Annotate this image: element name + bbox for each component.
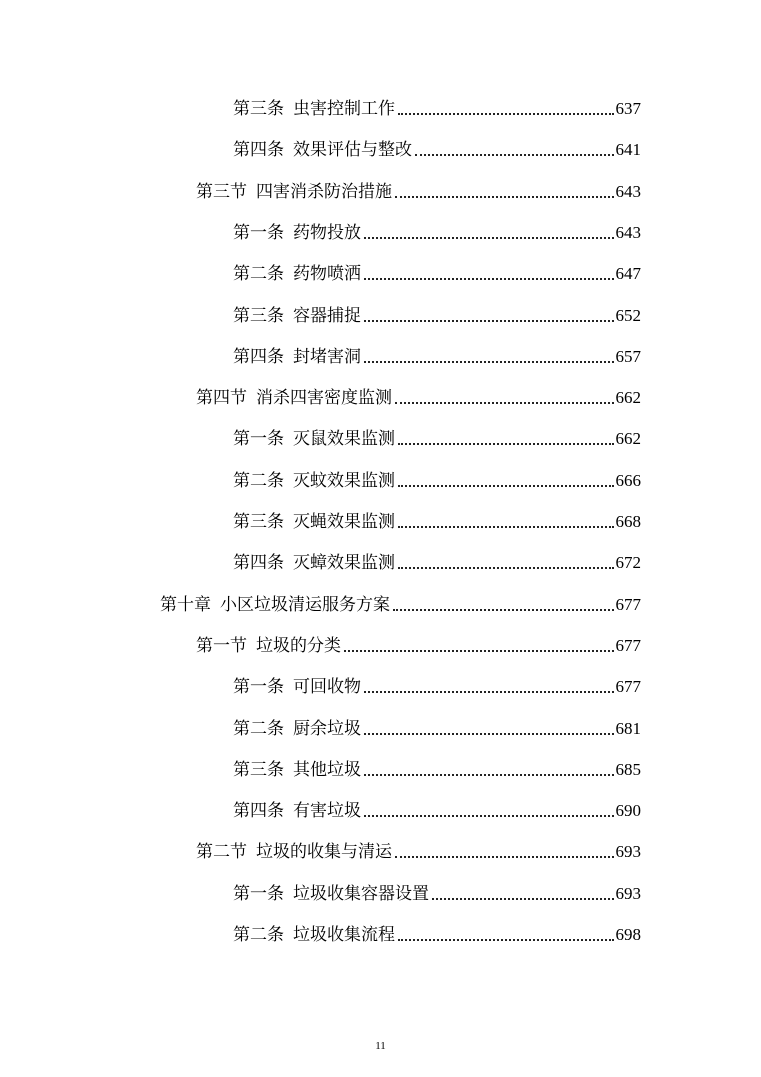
- toc-entry[interactable]: [233, 338, 641, 368]
- toc-entry-title: 其他垃圾: [293, 759, 361, 780]
- toc-entry-page-number: 662: [615, 429, 641, 449]
- toc-entry-page-number: 677: [615, 594, 641, 614]
- toc-entry[interactable]: [233, 503, 641, 533]
- toc-dot-leader: [398, 443, 614, 445]
- toc-entry-label: 第十章: [160, 594, 211, 615]
- toc-dot-leader: [364, 774, 614, 776]
- toc-entry-label: 第四条: [233, 801, 284, 822]
- toc-entry-page-number: 681: [615, 718, 641, 738]
- toc-entry-title: 封堵害洞: [293, 346, 361, 367]
- toc-dot-leader: [364, 733, 614, 735]
- toc-entry-label: 第一节: [196, 635, 247, 656]
- toc-entry[interactable]: [196, 173, 641, 203]
- toc-dot-leader: [393, 609, 614, 611]
- toc-entry-title: 虫害控制工作: [293, 99, 395, 119]
- toc-entry[interactable]: [233, 710, 641, 740]
- toc-entry-page-number: 641: [615, 140, 641, 160]
- toc-entry-page-number: 637: [615, 99, 641, 118]
- toc-dot-leader: [395, 402, 614, 404]
- toc-dot-leader: [395, 856, 614, 858]
- toc-entry-label: 第一条: [233, 677, 284, 698]
- toc-dot-leader: [398, 939, 614, 941]
- toc-entry-title: 厨余垃圾: [293, 718, 361, 739]
- toc-entry[interactable]: [233, 916, 641, 946]
- toc-entry-label: 第一条: [233, 222, 284, 243]
- toc-entry-page-number: 643: [615, 181, 641, 201]
- toc-entry[interactable]: [233, 255, 641, 285]
- toc-dot-leader: [364, 361, 614, 363]
- toc-entry-label: 第三条: [233, 99, 284, 119]
- toc-dot-leader: [398, 485, 614, 487]
- toc-entry-title: 消杀四害密度监测: [256, 388, 392, 409]
- toc-entry-title: 药物喷洒: [293, 264, 361, 285]
- toc-dot-leader: [364, 278, 614, 280]
- toc-dot-leader: [395, 196, 614, 198]
- toc-dot-leader: [364, 815, 614, 817]
- toc-entry-title: 容器捕捉: [293, 305, 361, 326]
- toc-entry[interactable]: [233, 131, 641, 161]
- toc-entry-label: 第三条: [233, 512, 284, 532]
- toc-entry-title: 灭蝇效果监测: [293, 512, 395, 532]
- toc-entry[interactable]: [233, 668, 641, 698]
- toc-entry-title: 小区垃圾清运服务方案: [220, 594, 390, 615]
- toc-entry-label: 第三条: [233, 759, 284, 780]
- toc-entry-label: 第一条: [233, 883, 284, 904]
- toc-entry-page-number: 698: [615, 925, 641, 944]
- toc-entry-page-number: 690: [615, 801, 641, 821]
- toc-dot-leader: [398, 113, 614, 115]
- toc-entry[interactable]: [233, 792, 641, 822]
- toc-entry-title: 四害消杀防治措施: [256, 181, 392, 202]
- toc-dot-leader: [398, 526, 614, 528]
- toc-entry-page-number: 677: [615, 677, 641, 697]
- toc-entry[interactable]: [233, 420, 641, 450]
- toc-entry[interactable]: [233, 875, 641, 905]
- toc-entry-title: 垃圾收集容器设置: [293, 883, 429, 904]
- toc-entry-page-number: 668: [615, 512, 641, 531]
- toc-entry[interactable]: [233, 544, 641, 574]
- toc-entry-label: 第四条: [233, 140, 284, 161]
- toc-entry-page-number: 657: [615, 346, 641, 366]
- toc-entry[interactable]: [233, 751, 641, 781]
- toc-dot-leader: [432, 898, 614, 900]
- toc-entry-label: 第二节: [196, 842, 247, 863]
- toc-entry-label: 第二条: [233, 470, 284, 491]
- toc-entry-page-number: 652: [615, 305, 641, 325]
- toc-entry-page-number: 666: [615, 470, 641, 490]
- toc-entry-title: 灭蚊效果监测: [293, 470, 395, 491]
- toc-entry-label: 第三节: [196, 181, 247, 202]
- toc-entry-title: 垃圾的收集与清运: [256, 842, 392, 863]
- toc-entry-page-number: 685: [615, 759, 641, 779]
- toc-entry-label: 第四条: [233, 346, 284, 367]
- toc-entry-title: 灭鼠效果监测: [293, 429, 395, 450]
- toc-entry[interactable]: [160, 586, 641, 616]
- toc-entry-page-number: 693: [615, 842, 641, 862]
- toc-entry-page-number: 643: [615, 222, 641, 242]
- toc-entry[interactable]: [196, 833, 641, 863]
- toc-entry[interactable]: [233, 214, 641, 244]
- toc-entry-page-number: 647: [615, 264, 641, 284]
- toc-entry[interactable]: [233, 90, 641, 120]
- toc-entry[interactable]: [196, 627, 641, 657]
- toc-dot-leader: [415, 154, 614, 156]
- toc-entry-title: 垃圾的分类: [256, 635, 341, 656]
- page-number: 11: [375, 1040, 386, 1052]
- toc-dot-leader: [364, 691, 614, 693]
- toc-entry[interactable]: [233, 297, 641, 327]
- toc-entry-page-number: 662: [615, 388, 641, 408]
- toc-dot-leader: [364, 320, 614, 322]
- toc-entry[interactable]: [233, 462, 641, 492]
- toc-entry-title: 可回收物: [293, 677, 361, 698]
- toc-entry-label: 第四条: [233, 553, 284, 574]
- toc-entry-page-number: 677: [615, 635, 641, 655]
- toc-entry-page-number: 672: [615, 553, 641, 573]
- toc-entry-page-number: 693: [615, 883, 641, 903]
- toc-entry-title: 有害垃圾: [293, 801, 361, 822]
- toc-entry-title: 效果评估与整改: [293, 140, 412, 161]
- toc-entry-title: 垃圾收集流程: [293, 925, 395, 945]
- toc-entry-label: 第二条: [233, 264, 284, 285]
- toc-entry[interactable]: [196, 379, 641, 409]
- toc-entry-label: 第三条: [233, 305, 284, 326]
- toc-entry-title: 灭蟑效果监测: [293, 553, 395, 574]
- toc-dot-leader: [344, 650, 614, 652]
- toc-entry-label: 第四节: [196, 388, 247, 409]
- toc-dot-leader: [398, 567, 614, 569]
- toc-entry-label: 第二条: [233, 718, 284, 739]
- toc-dot-leader: [364, 237, 614, 239]
- toc-entry-label: 第一条: [233, 429, 284, 450]
- toc-entry-title: 药物投放: [293, 222, 361, 243]
- toc-entry-label: 第二条: [233, 925, 284, 945]
